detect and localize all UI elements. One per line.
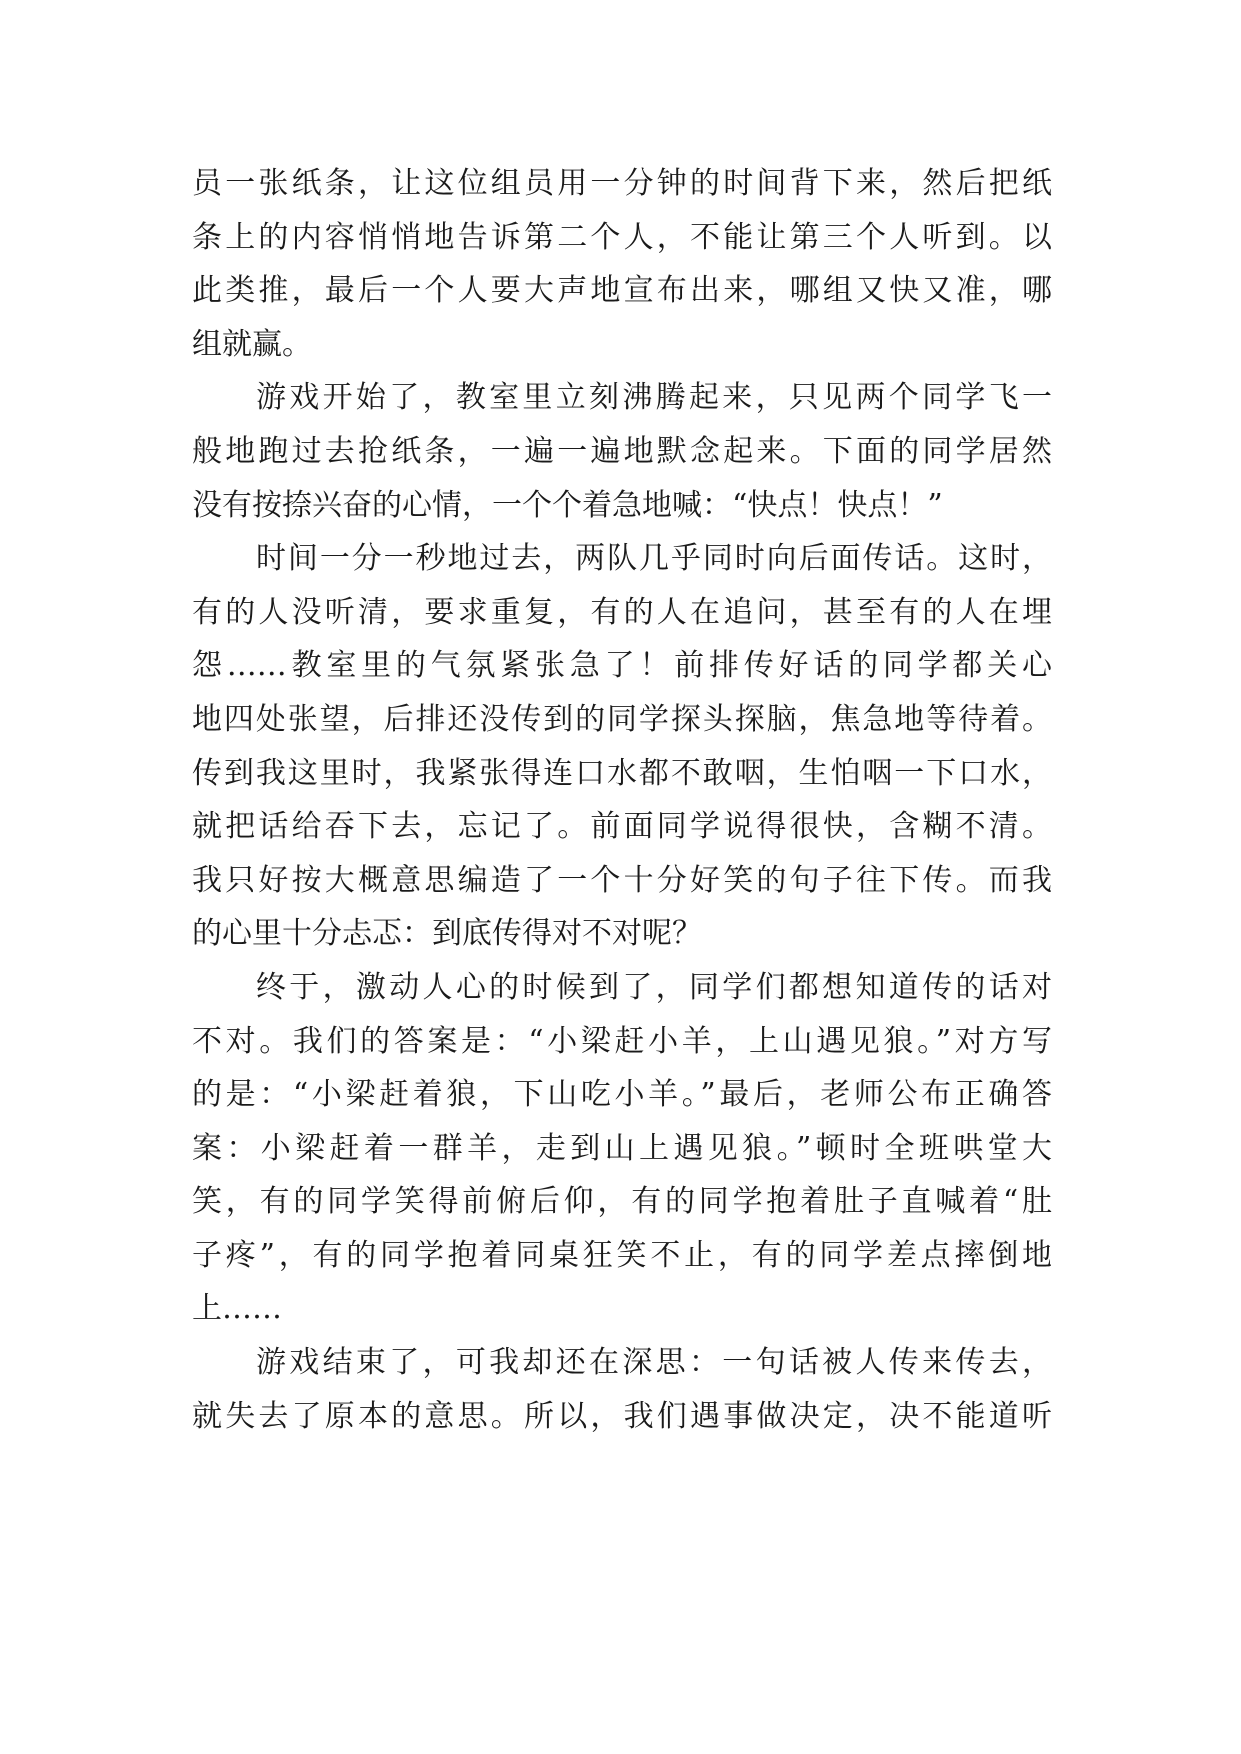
text-line: 员一张纸条，让这位组员用一分钟的时间背下来，然后把纸: [192, 166, 1052, 201]
text-line: 就失去了原本的意思。所以，我们遇事做决定，决不能道听: [192, 1398, 1052, 1434]
text-line: 游戏结束了，可我却还在深思：一句话被人传来传去，: [256, 1345, 1052, 1381]
text-line: 笑，有的同学笑得前俯后仰，有的同学抱着肚子直喊着“肚: [192, 1184, 1052, 1220]
text-line: 的是：“小梁赶着狼，下山吃小羊。”最后，老师公布正确答: [192, 1077, 1052, 1113]
text-line: 地四处张望，后排还没传到的同学探头探脑，焦急地等待着。: [192, 701, 1052, 737]
text-line: 组就赢。: [192, 326, 312, 362]
text-line: 没有按捺兴奋的心情，一个个着急地喊：“快点！快点！”: [192, 487, 943, 523]
text-line: 怨……教室里的气氛紧张急了！前排传好话的同学都关心: [192, 648, 1052, 684]
text-line: 就把话给吞下去，忘记了。前面同学说得很快，含糊不清。: [192, 809, 1052, 845]
text-line: 终于，激动人心的时候到了，同学们都想知道传的话对: [256, 969, 1052, 1005]
text-line: 的心里十分忐忑：到底传得对不对呢？: [192, 916, 702, 952]
text-line: 游戏开始了，教室里立刻沸腾起来，只见两个同学飞一: [256, 380, 1052, 416]
text-line: 此类推，最后一个人要大声地宣布出来，哪组又快又准，哪: [192, 273, 1052, 309]
text-line: 时间一分一秒地过去，两队几乎同时向后面传话。这时，: [256, 541, 1052, 577]
text-line: 不对。我们的答案是：“小梁赶小羊，上山遇见狼。”对方写: [192, 1023, 1052, 1059]
text-line: 上……: [192, 1291, 282, 1327]
text-line: 案：小梁赶着一群羊，走到山上遇见狼。”顿时全班哄堂大: [192, 1130, 1052, 1166]
text-line: 条上的内容悄悄地告诉第二个人，不能让第三个人听到。以: [192, 219, 1052, 255]
text-line: 般地跑过去抢纸条，一遍一遍地默念起来。下面的同学居然: [192, 433, 1052, 469]
text-line: 子疼”，有的同学抱着同桌狂笑不止，有的同学差点摔倒地: [192, 1237, 1052, 1273]
essay-text: [192, 157, 1052, 1443]
text-line: 传到我这里时，我紧张得连口水都不敢咽，生怕咽一下口水，: [192, 755, 1052, 791]
text-line: 我只好按大概意思编造了一个十分好笑的句子往下传。而我: [192, 862, 1052, 898]
text-line: 有的人没听清，要求重复，有的人在追问，甚至有的人在埋: [192, 594, 1052, 630]
